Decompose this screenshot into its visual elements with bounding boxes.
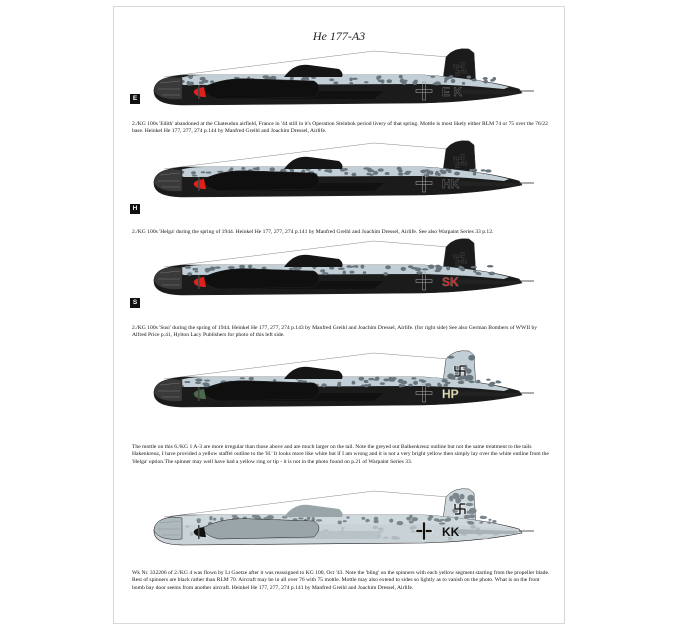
aircraft-profile-4 xyxy=(124,349,556,419)
propeller-blade xyxy=(198,85,200,99)
code-letters: KK xyxy=(442,525,460,539)
aircraft-profile-3 xyxy=(124,237,556,307)
option-tag-1: E xyxy=(130,94,140,104)
propeller-blade xyxy=(198,387,200,401)
aircraft-profile-2 xyxy=(124,139,556,209)
caption-2: 2./KG 100s 'Helga' during the spring of 1944. Heinkel He 177, 277, 274 p.141 by Manfred Greihl and Joachim Dressel, Airlife. See also Warpaint Series 33 p.12. xyxy=(132,229,494,235)
antenna-wire xyxy=(164,353,374,379)
engine-nacelle xyxy=(204,171,319,191)
code-letters: E K xyxy=(442,85,463,99)
code-letters: HP xyxy=(442,387,459,401)
antenna-wire xyxy=(164,241,374,267)
option-tag-2: H xyxy=(130,204,140,214)
propeller-blade xyxy=(198,525,200,539)
dorsal-turret xyxy=(284,505,343,517)
aircraft-profile-1 xyxy=(124,47,556,117)
engine-nacelle xyxy=(204,79,319,99)
code-letters: HK xyxy=(442,177,460,191)
page-title: He 177-A3 xyxy=(312,29,366,43)
dorsal-turret xyxy=(284,255,343,267)
dorsal-turret xyxy=(284,367,343,379)
propeller-blade xyxy=(198,275,200,289)
dorsal-turret xyxy=(284,65,343,77)
code-letters: SK xyxy=(442,275,459,289)
propeller-blade xyxy=(198,177,200,191)
engine-nacelle xyxy=(204,381,319,401)
antenna-wire xyxy=(164,491,374,517)
caption-1: 2./KG 100s 'Edith' abandoned at the Chateudun airfield, France in '44 still in it's Operation Steinbok period livery of that spring. Mottle is most likely either RLM 74 or 75 over the 76/22 base. Heinkel He 177, 277, 274 p.144 by Manfred Greihl and Joachim Dressel, Airlife. xyxy=(132,121,548,135)
caption-3: 2./KG 100s 'Susi' during the spring of 1944. Heinkel He 177, 277, 274 p.143 by Manfred Greihl and Joachim Dressel, Airlife. (for right side) See also German Bombers of WWII by Alfred Price p.41, Hylton Lacy Publishers for photo of this left side. xyxy=(132,325,538,339)
engine-nacelle xyxy=(204,519,319,539)
caption-4: The mottle on this 6./KG 1 A-3 are more irregular than those above and are much larger on the tail. Note the greyed out Balkenkreuz outline but not the same treatment to the tails Hakenkreuz, I have provided a yellow staffel outline to the 'H.' It looks more like white but if I am wrong and it is not a very bright yellow then simply lay over the white outline from the 'Helga' option.The spinner may well have had a yellow ring or tip - it is not in the photo found on p.21 of Warpaint Series 33. xyxy=(132,444,549,465)
antenna-wire xyxy=(164,51,374,77)
engine-nacelle xyxy=(204,269,319,289)
aircraft-profile-5 xyxy=(124,487,556,557)
antenna-wire xyxy=(164,143,374,169)
option-tag-3: S xyxy=(130,298,140,308)
caption-5: Wk Nr. 332206 of 2./KG 4 was flown by Lt Goetze after it was reassigned to KG 100, Oct '43. Note the 'bling' on the spinners with each yellow segment starting from the propeller blade. Rest of spinners are black rather than RLM 70. Aircraft may be in all over 76 with 75 mottle. Mottle may also extend to sides so lightly as to vanish on the photo. What is on the front bomb bay door seems from another aircraft. Heinkel He 177, 277, 274 p.141 by Manfred Greihl and Joachim Dressel, Airlife. xyxy=(132,570,550,591)
decal-sheet xyxy=(113,6,565,624)
dorsal-turret xyxy=(284,157,343,169)
